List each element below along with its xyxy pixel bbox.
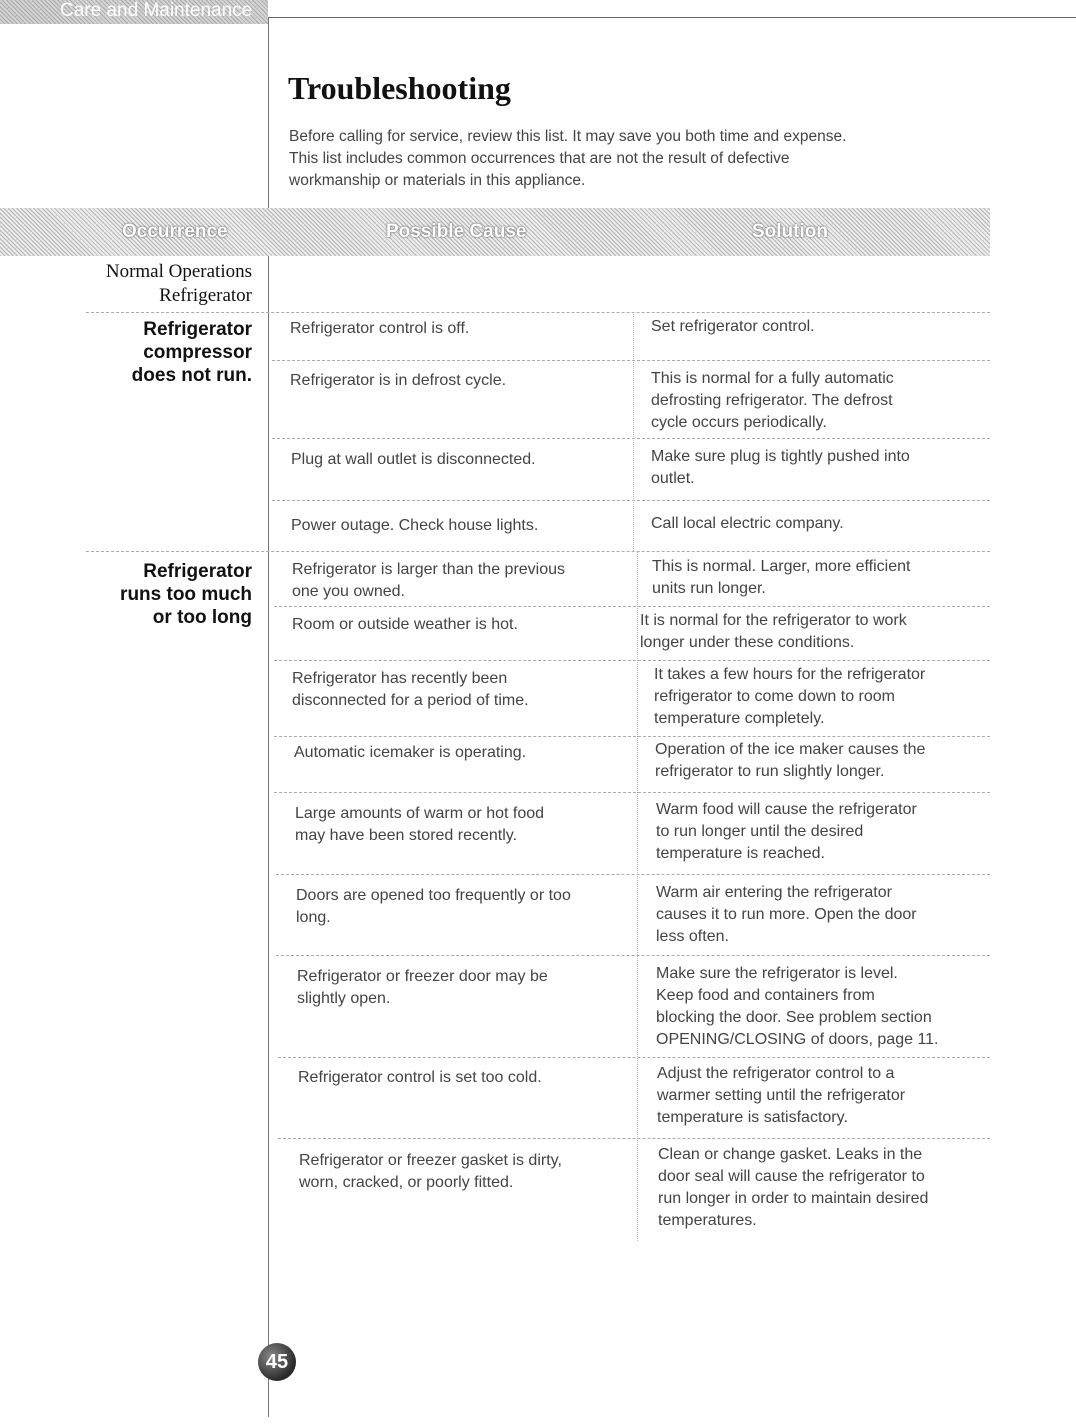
solution-line: door seal will cause the refrigerator to	[658, 1168, 925, 1185]
category-label	[106, 260, 252, 308]
possible-cause	[292, 614, 518, 636]
intro-text	[289, 126, 989, 192]
solution-line: It takes a few hours for the refrigerator	[654, 666, 926, 683]
solution-line: Keep food and containers from	[656, 987, 875, 1004]
table-header	[0, 208, 990, 256]
solution-line: longer under these conditions.	[640, 634, 855, 651]
column-divider	[633, 312, 634, 551]
cause-line: Power outage. Check house lights.	[291, 517, 539, 534]
row-divider	[276, 955, 990, 956]
column-header-solution: Solution	[752, 221, 828, 242]
occurrence-line: does not run.	[131, 365, 252, 386]
solution-line: Warm food will cause the refrigerator	[656, 801, 917, 818]
cause-line: Doors are opened too frequently or too	[296, 887, 571, 904]
possible-cause	[294, 742, 526, 764]
cause-line: Refrigerator control is off.	[290, 320, 470, 337]
occurrence-label	[132, 318, 252, 387]
column-divider	[637, 551, 638, 1241]
intro-line: workmanship or materials in this appliance.	[289, 172, 586, 189]
row-divider	[278, 1057, 990, 1058]
row-divider	[274, 792, 990, 793]
cause-line: disconnected for a period of time.	[292, 692, 529, 709]
solution	[656, 963, 939, 1051]
category-subtitle: Refrigerator	[159, 285, 252, 306]
row-divider	[274, 660, 990, 661]
solution	[652, 556, 910, 600]
solution-line: Adjust the refrigerator control to a	[657, 1065, 895, 1082]
solution-line: temperature is reached.	[656, 845, 825, 862]
solution-line: Warm air entering the refrigerator	[656, 884, 892, 901]
solution-line: temperature completely.	[654, 710, 825, 727]
solution-line: refrigerator to run slightly longer.	[655, 763, 885, 780]
cause-line: worn, cracked, or poorly fitted.	[299, 1174, 514, 1191]
occurrence-line: Refrigerator	[143, 319, 252, 340]
cause-line: long.	[296, 909, 331, 926]
solution-line: It is normal for the refrigerator to work	[640, 612, 907, 629]
cause-line: slightly open.	[297, 990, 391, 1007]
possible-cause	[290, 318, 469, 340]
solution-line: This is normal. Larger, more efficient	[652, 558, 911, 575]
solution-line: Operation of the ice maker causes the	[655, 741, 926, 758]
row-divider	[272, 500, 990, 501]
possible-cause	[296, 885, 571, 929]
possible-cause	[292, 559, 565, 603]
possible-cause	[299, 1150, 562, 1194]
possible-cause	[295, 803, 544, 847]
solution-line: run longer in order to maintain desired	[658, 1190, 929, 1207]
occurrence-label	[120, 560, 252, 629]
possible-cause	[292, 668, 529, 712]
occurrence-line: Refrigerator	[143, 561, 252, 582]
category-title: Normal Operations	[105, 261, 252, 282]
possible-cause	[290, 370, 506, 392]
cause-line: Refrigerator is larger than the previous	[292, 561, 566, 578]
row-divider	[272, 438, 990, 439]
possible-cause	[298, 1067, 542, 1089]
solution-line: temperature is satisfactory.	[657, 1109, 848, 1126]
solution-line: units run longer.	[652, 580, 766, 597]
top-rule	[268, 17, 1076, 18]
cause-line: Automatic icemaker is operating.	[294, 744, 527, 761]
solution-line: Make sure the refrigerator is level.	[656, 965, 898, 982]
solution	[655, 739, 925, 783]
solution-line: temperatures.	[658, 1212, 757, 1229]
section-tab: Care and Maintenance	[0, 0, 268, 24]
solution-line: Call local electric company.	[651, 515, 844, 532]
solution	[656, 799, 917, 865]
occurrence-line: runs too much	[120, 584, 252, 605]
page-number-badge: 45	[258, 1343, 296, 1381]
solution	[656, 882, 917, 948]
cause-line: Refrigerator or freezer door may be	[297, 968, 548, 985]
intro-line: This list includes common occurrences that are not the result of defective	[289, 150, 790, 167]
cause-line: Large amounts of warm or hot food	[295, 805, 545, 822]
solution-line: cycle occurs periodically.	[651, 414, 827, 431]
row-divider	[274, 606, 990, 607]
row-divider	[276, 874, 990, 875]
solution	[654, 664, 925, 730]
occurrence-line: compressor	[143, 342, 252, 363]
row-divider	[86, 312, 990, 313]
solution-line: This is normal for a fully automatic	[651, 370, 894, 387]
cause-line: Refrigerator or freezer gasket is dirty,	[299, 1152, 562, 1169]
cause-line: Room or outside weather is hot.	[292, 616, 518, 633]
solution	[658, 1144, 928, 1232]
solution	[651, 513, 844, 535]
column-header-possible-cause: Possible Cause	[386, 221, 527, 242]
column-header-occurrence: Occurrence	[122, 221, 228, 242]
solution	[651, 316, 815, 338]
cause-line: Refrigerator has recently been	[292, 670, 508, 687]
intro-line: Before calling for service, review this list. It may save you both time and expense.	[289, 128, 847, 145]
solution-line: blocking the door. See problem section	[656, 1009, 932, 1026]
cause-line: Plug at wall outlet is disconnected.	[291, 451, 536, 468]
possible-cause	[297, 966, 548, 1010]
solution-line: defrosting refrigerator. The defrost	[651, 392, 893, 409]
row-divider	[278, 1138, 990, 1139]
solution-line: OPENING/CLOSING of doors, page 11.	[656, 1031, 939, 1048]
cause-line: Refrigerator control is set too cold.	[298, 1069, 542, 1086]
solution-line: outlet.	[651, 470, 695, 487]
solution-line: Set refrigerator control.	[651, 318, 815, 335]
solution-line: warmer setting until the refrigerator	[657, 1087, 906, 1104]
row-divider	[272, 360, 990, 361]
page-title: Troubleshooting	[288, 70, 511, 106]
solution-line: less often.	[656, 928, 729, 945]
possible-cause	[291, 449, 536, 471]
solution-line: causes it to run more. Open the door	[656, 906, 917, 923]
occurrence-line: or too long	[152, 607, 252, 628]
cause-line: one you owned.	[292, 583, 405, 600]
cause-line: Refrigerator is in defrost cycle.	[290, 372, 507, 389]
solution-line: Make sure plug is tightly pushed into	[651, 448, 910, 465]
solution	[651, 368, 894, 434]
cause-line: may have been stored recently.	[295, 827, 518, 844]
row-divider	[274, 736, 990, 737]
solution-line: to run longer until the desired	[656, 823, 864, 840]
solution	[651, 446, 910, 490]
possible-cause	[291, 515, 538, 537]
solution-line: refrigerator to come down to room	[654, 688, 895, 705]
group-divider	[86, 551, 990, 552]
solution	[640, 610, 907, 654]
solution-line: Clean or change gasket. Leaks in the	[658, 1146, 923, 1163]
solution	[657, 1063, 905, 1129]
